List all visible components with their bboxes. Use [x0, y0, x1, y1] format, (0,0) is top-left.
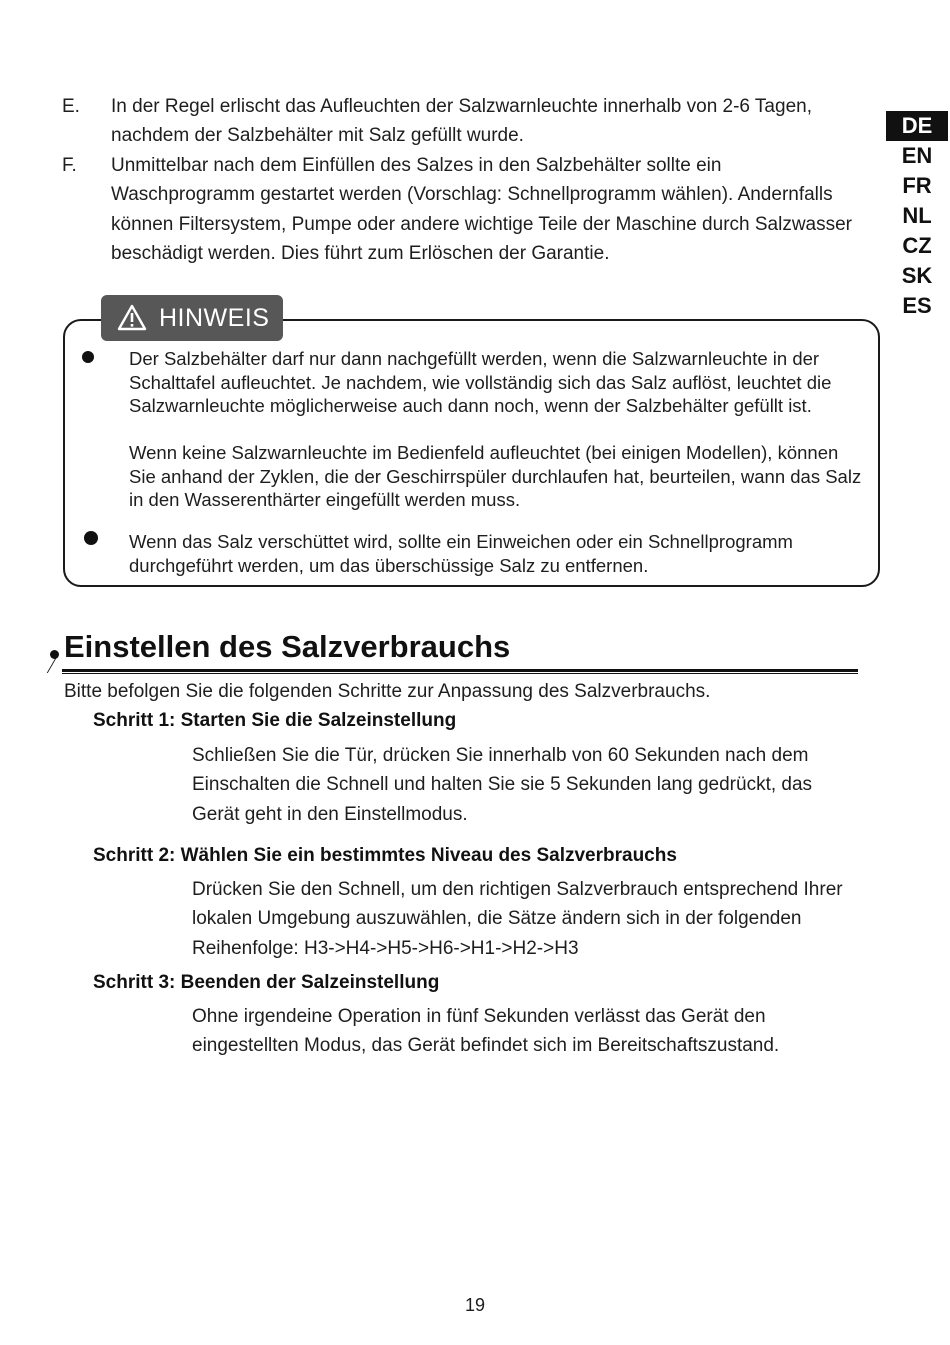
step-body: Schließen Sie die Tür, drücken Sie innerhalb von 60 Sekunden nach dem Einschalten die Schnell und halten Sie sie 5 Sekunden lang gedrückt, das Gerät geht in den Einstellmodus.: [192, 745, 813, 825]
lang-tab-sk: SK: [901, 263, 933, 288]
lang-tab-de: DE: [886, 111, 948, 141]
lang-tab-fr: FR: [902, 173, 932, 198]
step-title: Schritt 1: Starten Sie die Salzeinstellung: [93, 710, 457, 731]
lang-tab-cz: CZ: [902, 233, 932, 258]
note-bullet-text: Der Salzbehälter darf nur dann nachgefüllt werden, wenn die Salzwarnleuchte in der Schalttafel aufleuchtet. Je nachdem, wie vollständig sich das Salz auflöst, leuchtet die Salzwarnleuchte möglicherweise auch dann noch, wenn der Salzbehälter gefüllt ist.: [129, 348, 832, 416]
section-rule-thin: [62, 673, 858, 674]
bullet-dot: [84, 531, 98, 545]
section-rule: [62, 669, 858, 672]
note-bullet-text: Wenn keine Salzwarnleuchte im Bedienfeld aufleuchtet (bei einigen Modellen), können Sie anhand der Zyklen, die der Geschirrspüler durchlaufen hat, beurteilen, wann das Salz in den Wasserenthärter eingefüllt werden muss.: [129, 442, 862, 510]
lang-tab-en: EN: [901, 143, 933, 168]
step-body: Drücken Sie den Schnell, um den richtigen Salzverbrauch entsprechend Ihrer lokalen Umgebung auszuwählen, die Sätze ändern sich in der folgenden Reihenfolge: H3->H4->H5->H6->H1->H2->H3: [192, 879, 843, 959]
list-text: Unmittelbar nach dem Einfüllen des Salzes in den Salzbehälter sollte ein Waschprogramm gestartet werden (Vorschlag: Schnellprogramm wählen). Andernfalls können Filtersystem, Pumpe oder andere wichtige Teile der Maschine durch Salzwasser beschädigt werden. Dies führt zum Erlöschen der Garantie.: [111, 155, 853, 264]
note-label: HINWEIS: [159, 304, 270, 332]
page-number: 19: [464, 1295, 486, 1315]
list-letter: E.: [62, 96, 80, 117]
note-tab: [101, 295, 283, 341]
step-body: Ohne irgendeine Operation in fünf Sekunden verlässt das Gerät den eingestellten Modus, das Gerät befindet sich im Bereitschaftszustand.: [192, 1006, 780, 1057]
section-title: Einstellen des Salzverbrauchs: [64, 629, 511, 664]
list-item-f: [62, 151, 862, 268]
step-title: Schritt 3: Beenden der Salzeinstellung: [93, 972, 440, 993]
bullet-dot: [82, 351, 94, 363]
list-letter: F.: [62, 155, 77, 176]
step-title: Schritt 2: Wählen Sie ein bestimmtes Niveau des Salzverbrauchs: [93, 845, 677, 866]
note-bullet-text: Wenn das Salz verschüttet wird, sollte ein Einweichen oder ein Schnellprogramm durchgeführt werden, um das überschüssige Salz zu entfernen.: [129, 531, 793, 576]
list-item-e: [62, 92, 862, 151]
list-text: In der Regel erlischt das Aufleuchten der Salzwarnleuchte innerhalb von 2-6 Tagen, nachdem der Salzbehälter mit Salz gefüllt wurde.: [111, 96, 812, 147]
lang-tab-nl: NL: [902, 203, 932, 228]
warning-icon: [117, 304, 147, 331]
section-intro: Bitte befolgen Sie die folgenden Schritte zur Anpassung des Salzverbrauchs.: [64, 681, 711, 702]
lang-tab-es: ES: [902, 293, 932, 318]
